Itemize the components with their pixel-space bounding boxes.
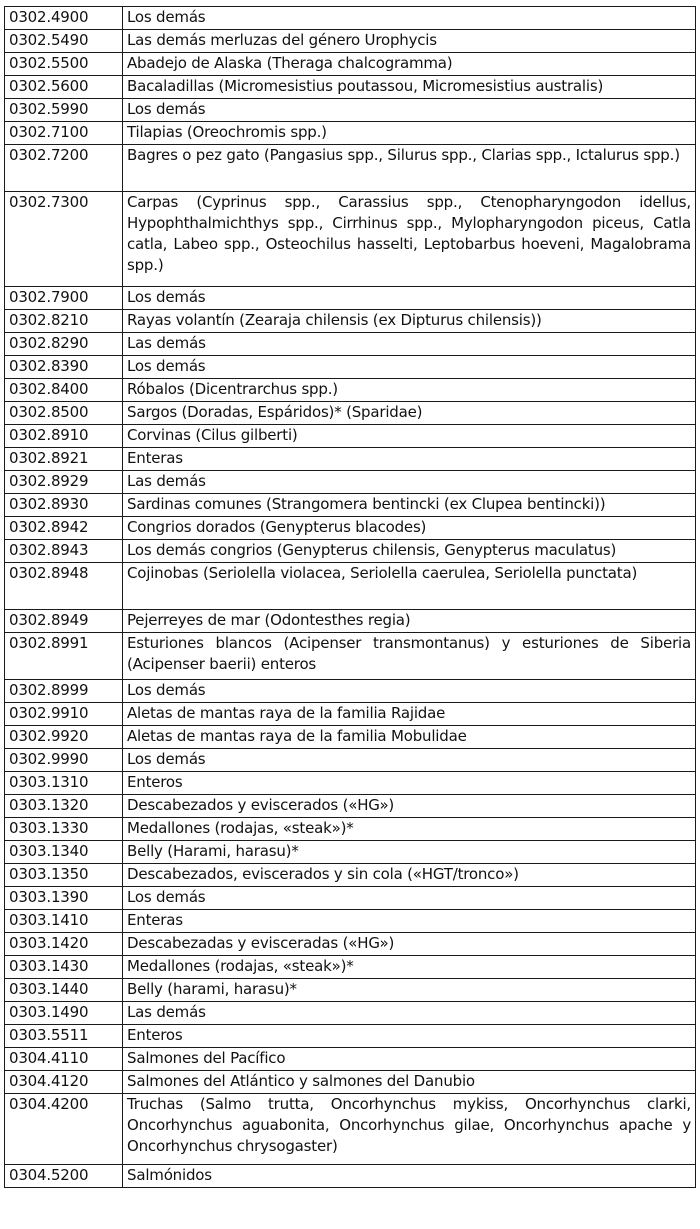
tariff-description: Las demás	[123, 1002, 696, 1025]
tariff-description: Descabezadas y evisceradas («HG»)	[123, 933, 696, 956]
table-row	[5, 726, 696, 749]
table-row	[5, 540, 696, 563]
table-row	[5, 1025, 696, 1048]
tariff-description: Carpas (Cyprinus spp., Carassius spp., Ctenopharyngodon idellus, Hypophthalmichthys spp., Cirrhinus spp., Mylopharyngodon piceus, Catla catla, Labeo spp., Osteochilus hasselti, Leptobarbus hoeveni, Magalobrama spp.)	[123, 192, 696, 287]
table-row	[5, 703, 696, 726]
tariff-description: Los demás	[123, 887, 696, 910]
tariff-code: 0302.8400	[5, 379, 123, 402]
tariff-description: Bagres o pez gato (Pangasius spp., Silurus spp., Clarias spp., Ictalurus spp.)	[123, 145, 696, 192]
tariff-description: Truchas (Salmo trutta, Oncorhynchus mykiss, Oncorhynchus clarki, Oncorhynchus aguabonita, Oncorhynchus gilae, Oncorhynchus apache y Oncorhynchus chrysogaster)	[123, 1094, 696, 1165]
table-row	[5, 517, 696, 540]
table-row	[5, 633, 696, 680]
tariff-description: Salmones del Pacífico	[123, 1048, 696, 1071]
table-row	[5, 680, 696, 703]
tariff-code: 0303.1440	[5, 979, 123, 1002]
table-row	[5, 448, 696, 471]
table-row	[5, 772, 696, 795]
tariff-code: 0303.1490	[5, 1002, 123, 1025]
tariff-description: Los demás	[123, 356, 696, 379]
table-row	[5, 1048, 696, 1071]
table-row	[5, 979, 696, 1002]
tariff-description: Los demás	[123, 7, 696, 30]
tariff-code: 0302.8942	[5, 517, 123, 540]
table-row	[5, 1002, 696, 1025]
table-row	[5, 192, 696, 287]
table-row	[5, 818, 696, 841]
tariff-code: 0303.1420	[5, 933, 123, 956]
tariff-code: 0302.5490	[5, 30, 123, 53]
tariff-description: Congrios dorados (Genypterus blacodes)	[123, 517, 696, 540]
tariff-code: 0303.1340	[5, 841, 123, 864]
table-row	[5, 933, 696, 956]
tariff-description: Cojinobas (Seriolella violacea, Seriolella caerulea, Seriolella punctata)	[123, 563, 696, 610]
tariff-description: Enteras	[123, 910, 696, 933]
tariff-description: Abadejo de Alaska (Theraga chalcogramma)	[123, 53, 696, 76]
tariff-description: Corvinas (Cilus gilberti)	[123, 425, 696, 448]
document-page	[0, 6, 698, 1188]
tariff-code: 0303.1410	[5, 910, 123, 933]
tariff-description: Los demás	[123, 99, 696, 122]
tariff-description: Sargos (Doradas, Espáridos)* (Sparidae)	[123, 402, 696, 425]
table-row	[5, 956, 696, 979]
table-row	[5, 402, 696, 425]
tariff-description: Las demás	[123, 333, 696, 356]
tariff-table-body	[5, 7, 696, 1188]
tariff-description: Las demás	[123, 471, 696, 494]
tariff-code: 0304.4200	[5, 1094, 123, 1165]
table-row	[5, 864, 696, 887]
tariff-code: 0304.4110	[5, 1048, 123, 1071]
tariff-description: Descabezados y eviscerados («HG»)	[123, 795, 696, 818]
tariff-description: Medallones (rodajas, «steak»)*	[123, 818, 696, 841]
tariff-description: Rayas volantín (Zearaja chilensis (ex Dipturus chilensis))	[123, 310, 696, 333]
table-row	[5, 122, 696, 145]
tariff-description: Medallones (rodajas, «steak»)*	[123, 956, 696, 979]
tariff-description: Descabezados, eviscerados y sin cola («HGT/tronco»)	[123, 864, 696, 887]
tariff-code: 0302.5500	[5, 53, 123, 76]
table-row	[5, 563, 696, 610]
tariff-code: 0302.5990	[5, 99, 123, 122]
tariff-code: 0302.5600	[5, 76, 123, 99]
tariff-code: 0302.8948	[5, 563, 123, 610]
table-row	[5, 841, 696, 864]
table-row	[5, 1165, 696, 1188]
tariff-code: 0302.8930	[5, 494, 123, 517]
tariff-description: Los demás	[123, 287, 696, 310]
tariff-description: Pejerreyes de mar (Odontesthes regia)	[123, 610, 696, 633]
tariff-description: Aletas de mantas raya de la familia Rajidae	[123, 703, 696, 726]
tariff-description: Los demás	[123, 680, 696, 703]
table-row	[5, 356, 696, 379]
tariff-code: 0302.8921	[5, 448, 123, 471]
table-row	[5, 887, 696, 910]
tariff-description: Enteros	[123, 1025, 696, 1048]
tariff-code: 0303.1430	[5, 956, 123, 979]
table-row	[5, 910, 696, 933]
table-row	[5, 53, 696, 76]
tariff-code: 0303.1330	[5, 818, 123, 841]
tariff-description: Esturiones blancos (Acipenser transmontanus) y esturiones de Siberia (Acipenser baerii) enteros	[123, 633, 696, 680]
table-row	[5, 333, 696, 356]
table-row	[5, 471, 696, 494]
tariff-description: Los demás congrios (Genypterus chilensis, Genypterus maculatus)	[123, 540, 696, 563]
tariff-code: 0302.8500	[5, 402, 123, 425]
tariff-code: 0302.8943	[5, 540, 123, 563]
tariff-description: Aletas de mantas raya de la familia Mobulidae	[123, 726, 696, 749]
tariff-description: Los demás	[123, 749, 696, 772]
table-row	[5, 310, 696, 333]
table-row	[5, 610, 696, 633]
tariff-code: 0304.4120	[5, 1071, 123, 1094]
table-row	[5, 99, 696, 122]
tariff-code: 0303.1350	[5, 864, 123, 887]
tariff-code: 0302.7200	[5, 145, 123, 192]
tariff-description: Sardinas comunes (Strangomera bentincki (ex Clupea bentincki))	[123, 494, 696, 517]
tariff-description: Belly (harami, harasu)*	[123, 979, 696, 1002]
tariff-code: 0302.7900	[5, 287, 123, 310]
table-row	[5, 795, 696, 818]
table-row	[5, 1094, 696, 1165]
tariff-code: 0302.8991	[5, 633, 123, 680]
table-row	[5, 1071, 696, 1094]
tariff-code: 0302.8390	[5, 356, 123, 379]
tariff-table	[4, 6, 696, 1188]
tariff-code: 0302.8949	[5, 610, 123, 633]
table-row	[5, 379, 696, 402]
tariff-description: Enteras	[123, 448, 696, 471]
tariff-code: 0303.5511	[5, 1025, 123, 1048]
tariff-code: 0302.4900	[5, 7, 123, 30]
tariff-code: 0302.9910	[5, 703, 123, 726]
tariff-description: Enteros	[123, 772, 696, 795]
tariff-code: 0303.1320	[5, 795, 123, 818]
table-row	[5, 749, 696, 772]
tariff-code: 0302.8999	[5, 680, 123, 703]
tariff-description: Bacaladillas (Micromesistius poutassou, Micromesistius australis)	[123, 76, 696, 99]
tariff-code: 0302.8910	[5, 425, 123, 448]
table-row	[5, 494, 696, 517]
table-row	[5, 30, 696, 53]
tariff-description: Tilapias (Oreochromis spp.)	[123, 122, 696, 145]
tariff-code: 0302.9990	[5, 749, 123, 772]
tariff-description: Salmónidos	[123, 1165, 696, 1188]
tariff-code: 0302.7300	[5, 192, 123, 287]
tariff-description: Róbalos (Dicentrarchus spp.)	[123, 379, 696, 402]
table-row	[5, 7, 696, 30]
tariff-code: 0302.8929	[5, 471, 123, 494]
tariff-code: 0302.9920	[5, 726, 123, 749]
tariff-description: Salmones del Atlántico y salmones del Danubio	[123, 1071, 696, 1094]
tariff-code: 0302.8290	[5, 333, 123, 356]
table-row	[5, 76, 696, 99]
tariff-description: Las demás merluzas del género Urophycis	[123, 30, 696, 53]
tariff-code: 0302.7100	[5, 122, 123, 145]
table-row	[5, 287, 696, 310]
table-row	[5, 425, 696, 448]
tariff-code: 0303.1390	[5, 887, 123, 910]
tariff-code: 0304.5200	[5, 1165, 123, 1188]
table-row	[5, 145, 696, 192]
tariff-code: 0302.8210	[5, 310, 123, 333]
tariff-code: 0303.1310	[5, 772, 123, 795]
tariff-description: Belly (Harami, harasu)*	[123, 841, 696, 864]
